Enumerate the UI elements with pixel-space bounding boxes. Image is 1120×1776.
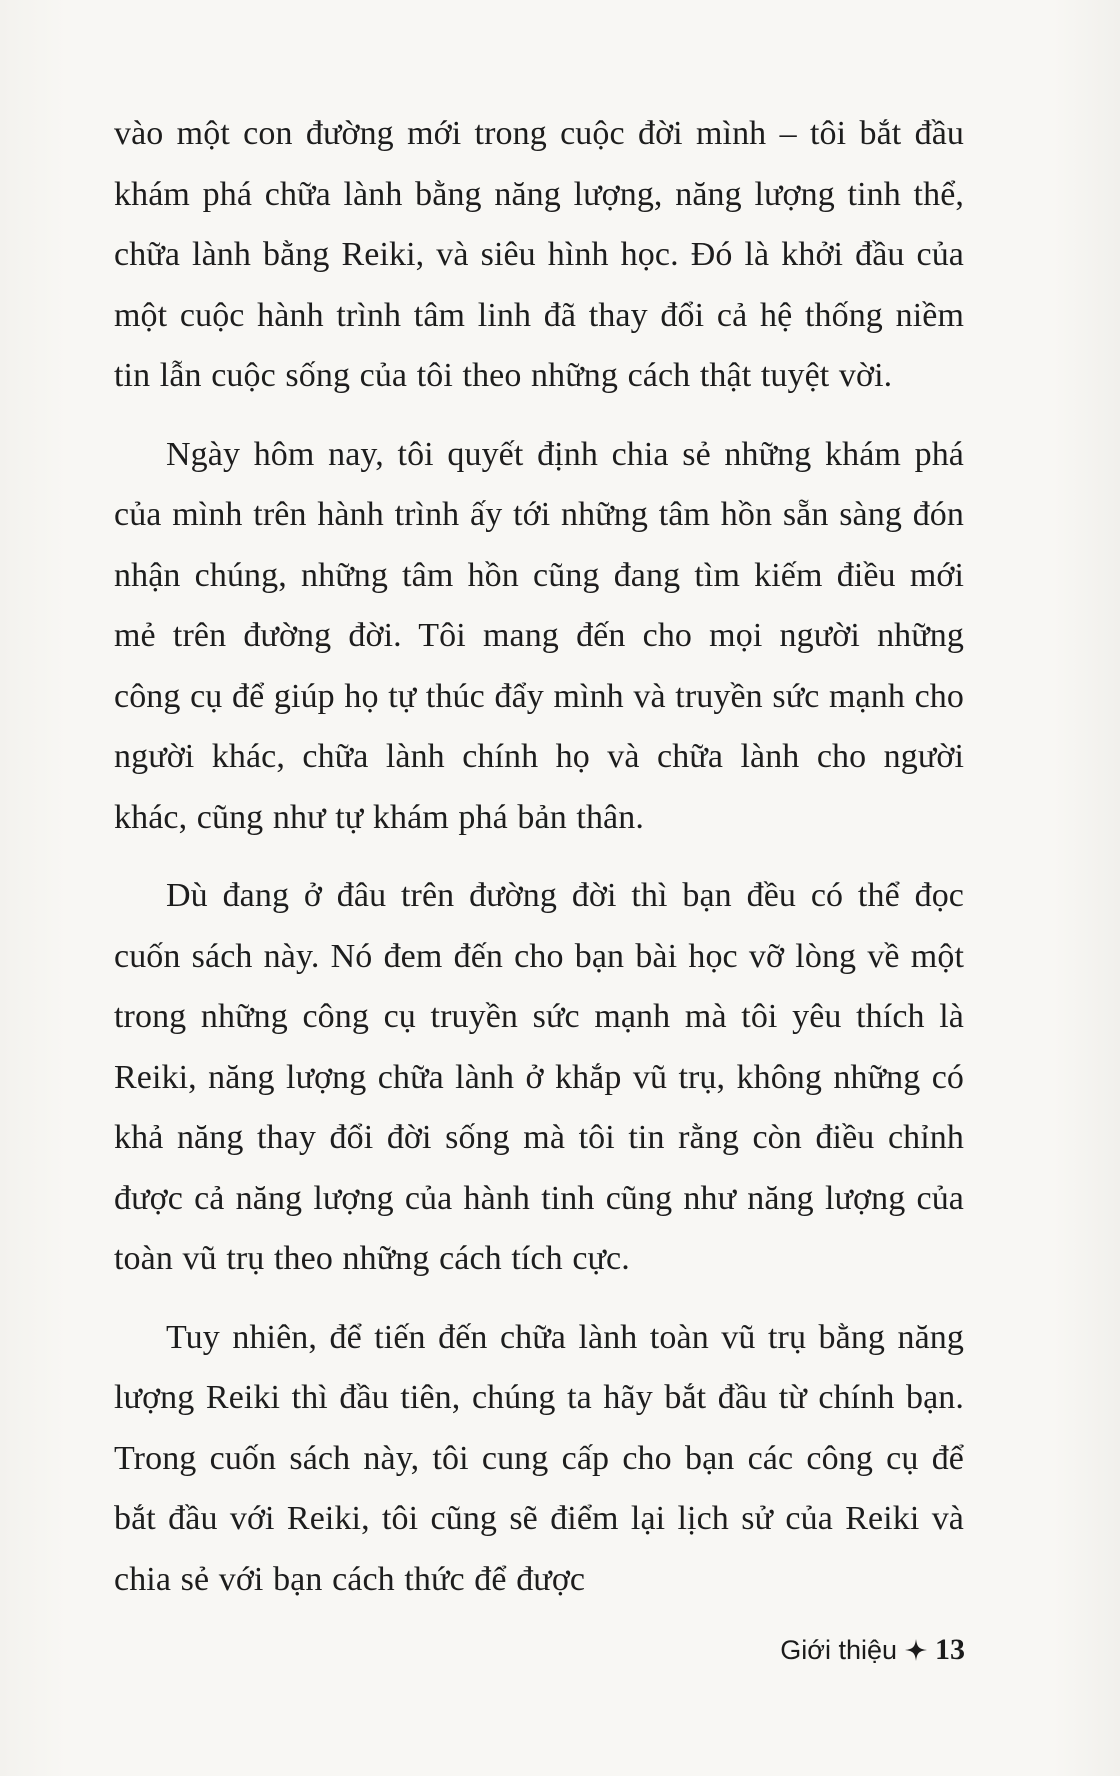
section-title: Giới thiệu (780, 1634, 897, 1665)
sparkle-icon (905, 1639, 927, 1661)
page-footer (740, 1630, 965, 1670)
paragraph-2: Ngày hôm nay, tôi quyết định chia sẻ những khám phá của mình trên hành trình ấy tới những tâm hồn sẵn sàng đón nhận chúng, những tâm hồn cũng đang tìm kiếm điều mới mẻ trên đường đời. Tôi mang đến cho mọi người những công cụ để giúp họ tự thúc đẩy mình và truyền sức mạnh cho người khác, chữa lành chính họ và chữa lành cho người khác, cũng như tự khám phá bản thân. (114, 435, 964, 836)
page-number: 13 (935, 1633, 965, 1666)
paragraph-3: Dù đang ở đâu trên đường đời thì bạn đều có thể đọc cuốn sách này. Nó đem đến cho bạn bài học vỡ lòng về một trong những công cụ truyền sức mạnh mà tôi yêu thích là Reiki, năng lượng chữa lành ở khắp vũ trụ, không những có khả năng thay đổi đời sống mà tôi tin rằng còn điều chỉnh được cả năng lượng của hành tinh cũng như năng lượng của toàn vũ trụ theo những cách tích cực. (114, 877, 964, 1277)
body-text (114, 104, 964, 1610)
paragraph-1: vào một con đường mới trong cuộc đời mình – tôi bắt đầu khám phá chữa lành bằng năng lượng, năng lượng tinh thể, chữa lành bằng Reiki, và siêu hình học. Đó là khởi đầu của một cuộc hành trình tâm linh đã thay đổi cả hệ thống niềm tin lẫn cuộc sống của tôi theo những cách thật tuyệt vời. (114, 115, 964, 394)
paragraph-4: Tuy nhiên, để tiến đến chữa lành toàn vũ trụ bằng năng lượng Reiki thì đầu tiên, chúng ta hãy bắt đầu từ chính bạn. Trong cuốn sách này, tôi cung cấp cho bạn các công cụ để bắt đầu với Reiki, tôi cũng sẽ điểm lại lịch sử của Reiki và chia sẻ với bạn cách thức để được (114, 1318, 964, 1598)
